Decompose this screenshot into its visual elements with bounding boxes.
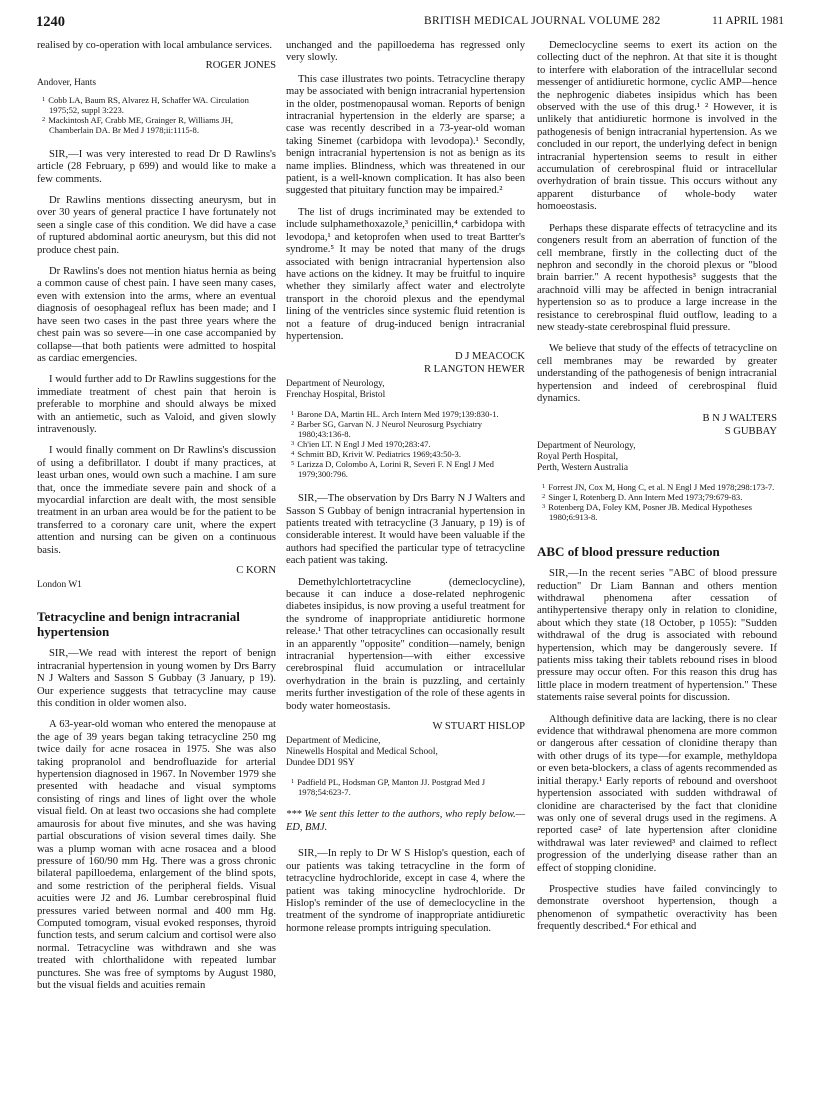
author-location: Department of Neurology,: [537, 441, 636, 452]
author-location: Frenchay Hospital, Bristol: [286, 390, 386, 401]
paragraph: Although definitive data are lacking, there is no clear evidence that withdrawal phenomena are more common or dangerous after cessation of clonidine therapy than with other drugs of its type—for example, methyldopa or even beta-blockers, a class of agents recommended as initial therapy.¹ Early reports of rebound and overshoot hypertension associated with sudden withdrawal of clonidine are characterised by the fact that clonidine was only one of several drugs used in the regimens. A reported case² of late hypertension after clonidine withdrawal was later reviewed³ and claimed to reflect progression of the underlying disease rather than an effect of stopping clonidine.: [537, 713, 777, 874]
author-location: Department of Medicine,: [286, 736, 381, 747]
reference-item: 5 Larizza D, Colombo A, Lorini R, Severi F. N Engl J Med 1979;300:796.: [286, 459, 525, 479]
letter-paragraph: SIR,—In the recent series "ABC of blood pressure reduction" Dr Liam Bannan and others mention withdrawal phenomena after cessation of antihypertensive therapy only in relation to clonidine, about which they state (18 October, p 1055): "Sudden withdrawal of the drug is associated with rebound hypertension, which may be dangerously severe. If patients miss taking their tablets rebound rises in blood pressure may occur often. For this reason this drug has little place in modern treatment of hypertension." These statements raise several points for discussion.: [537, 568, 777, 704]
author-location: London W1: [37, 580, 82, 591]
column-3: [537, 40, 777, 934]
paragraph: I would finally comment on Dr Rawlins's discussion of using a defibrillator. I doubt if many practices, at least urban ones, would own such a machine. I am sure that, once the immediate severe pain and shock of a myocardial infarction are dealt with, the most sensible treatment in an urban area would be for the patient to be transferred to a coronary care unit, where the expert attention and nursing can be given on a continuous basis.: [37, 445, 276, 556]
author-location: Andover, Hants: [37, 77, 96, 88]
reference-item: 3 Ch'ien LT. N Engl J Med 1970;283:47.: [286, 439, 525, 449]
editor-note: *** We sent this letter to the authors, who reply below.—ED, BMJ.: [286, 809, 525, 833]
reference-item: 1 Forrest JN, Cox M, Hong C, et al. N Engl J Med 1978;298:173-7.: [537, 482, 777, 492]
reference-list: [37, 95, 276, 135]
section-heading: Tetracycline and benign intracranial hypertension: [37, 609, 240, 640]
signature: ROGER JONES: [205, 60, 276, 72]
reference-item: 3 Rotenberg DA, Foley KM, Posner JB. Medical Hypotheses 1980;6:913-8.: [537, 502, 777, 522]
author-location: Ninewells Hospital and Medical School,: [286, 747, 438, 758]
signature: D J MEACOCK: [454, 351, 525, 363]
paragraph: The list of drugs incriminated may be extended to include sulphamethoxazole,³ penicillin,⁴ carbidopa with levodopa,¹ and ketoprofen when used to treat Bartter's syndrome.⁵ It may be noted that many of the drugs associated with benign intracranial hypertension also have actions on the kidney. It may be fruitful to inquire whether they similarly affect water and electrolyte transport in the choroid plexus and the ependymal lining of the ventricles since systemic fluid retention is not a feature of drug-induced benign intracranial hypertension.: [286, 206, 525, 342]
paragraph: Dr Rawlins mentions dissecting aneurysm, but in over 30 years of general practice I have fortunately not seen a single case of this condition. We did have a case of ruptured abdominal aortic aneurysm, but this did not produce chest pain.: [37, 195, 276, 256]
letter-paragraph: SIR,—The observation by Drs Barry N J Walters and Sasson S Gubbay of benign intracranial hypertension in patients treated with tetracycline (3 January, p 19) is of considerable interest. It would have been valuable if the authors had specified the particular type of tetracycline each patient was taking.: [286, 493, 525, 567]
reference-item: 1 Barone DA, Martin HL. Arch Intern Med 1979;139:830-1.: [286, 409, 525, 419]
paragraph: Dr Rawlins's does not mention hiatus hernia as being a common cause of chest pain. I have seen many cases, even with extension into the arms, where an eventual diagnosis of oesophageal reflux has been made; and I have seen two cases in the past three years where the chest pain was so severe—in one case accompanied by collapse—that both patients were admitted to hospital as cardiac emergencies.: [37, 266, 276, 364]
signature: C KORN: [236, 565, 276, 576]
paragraph: Prospective studies have failed convincingly to demonstrate overshoot hypertension, though a phenomenon of sympathetic overactivity has been frequently described.⁴ For ethical and: [537, 883, 777, 933]
column-2: [286, 40, 525, 935]
paragraph: We believe that study of the effects of tetracycline on cell membranes may be rewarded by greater understanding of the pathogenesis of benign intracranial hypertension and indeed of cerebrospinal fluid dynamics.: [537, 343, 777, 404]
reference-item: 1 Cobb LA, Baum RS, Alvarez H, Schaffer WA. Circulation 1975;52, suppl 3:223.: [37, 95, 276, 115]
column-1: [37, 40, 276, 992]
paragraph: A 63-year-old woman who entered the menopause at the age of 39 years began taking tetracycline 250 mg twice daily for acne rosacea in 1975. She was also taking propranolol and bendrofluazide for arterial hypertension diagnosed in 1967. In November 1979 she presented with headache and visual symptoms consisting of rings and lines of light over the whole visual field. On at least two occasions she had complete amaurosis for about five minutes, and she was having partial obscurations of vision several times daily. She was a plump woman with acne rosacea and a blood pressure of 160/90 mm Hg. There was a gross chronic bilateral papilloedema, enlargement of the blind spots, and some restriction of the peripheral fields. Visual acuities were J2 and J6. Lumbar cerebrospinal fluid pressures varied between normal and 400 mm Hg. Computed tomogram, visual evoked responses, thyroid function tests, and serum calcium and cortisol were also normal. Tetracycline was withdrawn and she was treated with chlorthalidone with repeated lumbar punctures. She was free of symptoms by August 1980, but the visual fields and acuities remain: [37, 719, 276, 991]
paragraph: Demeclocycline seems to exert its action on the collecting duct of the nephron. At that site it is thought to interfere with elaboration of the intracellular second messenger of antidiuretic hormone, cyclic AMP—hence the nephrogenic diabetes insipidus which has been observed with the use of this drug.¹ ² However, it is unlikely that antidiuretic hormone is involved in the pathogenesis of benign intracranial hypertension. As we concluded in our report, the underlying defect in benign intracranial hypertension seems to result in either accumulation of cerebrospinal fluid or intracellular overhydration of brain tissue. This occurs without any apparent disturbance of whole-body water homoeostasis.: [537, 40, 777, 213]
signature: B N J WALTERS: [702, 413, 777, 425]
author-location: Royal Perth Hospital,: [537, 452, 618, 463]
paragraph: Perhaps these disparate effects of tetracycline and its congeners result from an aberration of function of the cell membrane, firstly in the collecting duct of the nephron and secondly in the choroid plexus or "blood brain barrier." A recent hypothesis³ suggests that the arachnoid villi may be affected in benign intracranial hypertension so as to produce a large increase in the resistance to cerebrospinal fluid outflow, leading to a new steady-state cerebrospinal fluid pressure.: [537, 222, 777, 333]
signature: W STUART HISLOP: [432, 721, 525, 733]
reference-item: 2 Barber SG, Garvan N. J Neurol Neurosurg Psychiatry 1980;43:136-8.: [286, 419, 525, 439]
paragraph: I would further add to Dr Rawlins suggestions for the immediate treatment of chest pain that heroin is preferable to morphine and should always be mixed with an antiemetic, such as Valoid, and given slowly intravenously.: [37, 374, 276, 435]
author-location: Dundee DD1 9SY: [286, 758, 355, 769]
paragraph: realised by co-operation with local ambulance services.: [37, 40, 273, 51]
reference-item: 4 Schmitt BD, Krivit W. Pediatrics 1969;43:50-3.: [286, 449, 525, 459]
author-location: Perth, Western Australia: [537, 463, 628, 474]
page-number: 1240: [36, 14, 65, 30]
reference-item: 2 Mackintosh AF, Crabb ME, Grainger R, Williams JH, Chamberlain DA. Br Med J 1978;ii:1115-8.: [37, 115, 276, 135]
journal-title: BRITISH MEDICAL JOURNAL VOLUME 282: [424, 15, 661, 27]
reference-item: 1 Padfield PL, Hodsman GP, Manton JJ. Postgrad Med J 1978;54:623-7.: [286, 777, 525, 797]
reference-list: [537, 482, 777, 522]
section-heading: ABC of blood pressure reduction: [537, 544, 720, 560]
author-location: Department of Neurology,: [286, 379, 385, 390]
reference-item: 2 Singer I, Rotenberg D. Ann Intern Med 1973;79:679-83.: [537, 492, 777, 502]
paragraph: unchanged and the papilloedema has regressed only very slowly.: [286, 40, 525, 64]
signature: R LANGTON HEWER: [423, 363, 525, 375]
letter-paragraph: SIR,—We read with interest the report of benign intracranial hypertension in young women by Drs Barry N J Walters and Sasson S Gubbay (3 January, p 19). Our experience suggests that tetracycline may cause this condition in older women also.: [37, 648, 276, 710]
reference-list: [286, 777, 525, 797]
letter-paragraph: SIR,—In reply to Dr W S Hislop's question, each of our patients was taking tetracycline in the form of tetracycline hydrochloride, except in case 4, where the patient was taking minocycline hydrochloride. Dr Hislop's reminder of the use of demeclocycline in the treatment of the syndrome of inappropriate antidiuretic hormone release prompts intriguing speculation.: [286, 848, 525, 934]
paragraph: This case illustrates two points. Tetracycline therapy may be associated with benign intracranial hypertension in the older, postmenopausal woman. Reports of benign intracranial hypertension in the elderly are sparse; a case was recently described in a 73-year-old woman taking Sinemet (carbidopa with levodopa).¹ Secondly, benign intracranial hypertension is not as benign as its name implies. Blindness, which was threatened in our patient, is a well-known complication. It has also been suggested that pituitary function may be impaired.²: [286, 73, 525, 197]
issue-date: 11 APRIL 1981: [712, 15, 784, 27]
paragraph: Demethylchlortetracycline (demeclocycline), because it can induce a dose-related nephrogenic diabetes insipidus, is now proving a useful treatment for the syndrome of inappropriate antidiuretic hormone release.¹ That other tetracyclines can occasionally result in an apparently "opposite" condition—namely, benign intracranial hypertension—with either excessive cerebrospinal fluid accumulation or intracellular overhydration in the brain is puzzling, and certainly merits further investigation of the role of these agents in body water homeostasis.: [286, 576, 525, 712]
letter-paragraph: SIR,—I was very interested to read Dr D Rawlins's article (28 February, p 699) and would like to make a few comments.: [37, 148, 276, 185]
page-header: [36, 14, 784, 36]
reference-list: [286, 409, 525, 479]
signature: S GUBBAY: [724, 425, 777, 437]
